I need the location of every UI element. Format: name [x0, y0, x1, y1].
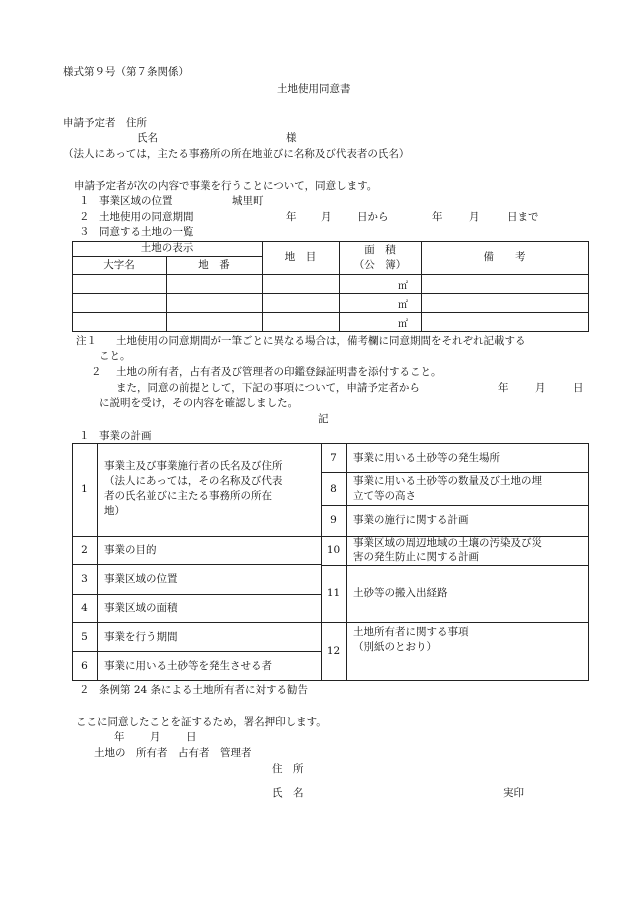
form-number: 様式第９号（第７条関係）	[63, 66, 189, 78]
ki-heading: 記	[318, 413, 329, 425]
header-area-sub: （公 簿）	[353, 259, 407, 271]
certify-statement: ここに同意したことを証するため，署名押印します。	[76, 716, 327, 728]
item-1-number: １	[79, 195, 90, 207]
plan-row-4-text: 事業区域の面積	[104, 602, 178, 614]
plan-row-3-number: 3	[81, 573, 88, 585]
item-1-label: 事業区域の位置	[99, 195, 173, 207]
sign-year: 年	[114, 731, 125, 743]
plan-row-1-number: 1	[81, 483, 88, 495]
plan-row-3-text: 事業区域の位置	[104, 573, 178, 585]
area-unit: ㎡	[398, 300, 408, 311]
signer-name-label: 氏 名	[272, 787, 304, 799]
period-start-day: 日から	[357, 211, 389, 223]
header-aza: 大字名	[103, 259, 135, 271]
period-end-year: 年	[432, 211, 443, 223]
note-1-line-1: 土地使用の同意期間が一筆ごとに異なる場合は，備考欄に同意期間をそれぞれ記載する	[116, 335, 526, 347]
header-chimoku: 地 目	[284, 251, 317, 263]
plan-row-1-line-4: 地）	[104, 505, 125, 517]
period-start-month: 月	[321, 211, 332, 223]
plan-row-8-number: 8	[330, 483, 337, 495]
period-end-day: 日まで	[507, 211, 539, 223]
header-land-display: 土地の表示	[140, 242, 194, 254]
plan-row-10-line-2: 害の発生防止に関する計画	[353, 551, 479, 563]
plan-row-2-number: 2	[81, 544, 88, 556]
plan-row-1-line-3: 者の氏名並びに主たる事務所の所在	[104, 490, 272, 502]
header-remarks: 備 考	[483, 251, 526, 263]
document-title: 土地使用同意書	[277, 83, 351, 95]
plan-heading-number: １	[79, 430, 90, 442]
consent-intro: 申請予定者が次の内容で事業を行うことについて，同意します。	[74, 180, 378, 192]
note-2-text: 土地の所有者，占有者及び管理者の印鑑登録証明書を添付すること。	[116, 366, 442, 378]
seal-label: 実印	[503, 787, 524, 799]
plan-row-1-line-1: 事業主及び事業施行者の氏名及び住所	[104, 460, 283, 472]
plan-row-1-line-2: （法人にあっては，その名称及び代表	[104, 475, 283, 487]
plan-row-6-text: 事業に用いる土砂等を発生させる者	[104, 660, 272, 672]
area-unit: ㎡	[398, 281, 408, 292]
note-1-line-2: こと。	[99, 350, 131, 362]
period-end-month: 月	[469, 211, 480, 223]
plan-row-7-number: 7	[330, 452, 337, 464]
confirm-month: 月	[535, 382, 546, 394]
note-1-label: 注１	[76, 335, 97, 347]
plan-row-8-line-2: 立て等の高さ	[353, 490, 416, 502]
confirm-day: 日	[573, 382, 584, 394]
plan-row-10-line-1: 事業区域の周辺地域の土壌の汚染及び災	[353, 537, 542, 549]
plan-row-7-text: 事業に用いる土砂等の発生場所	[353, 452, 500, 464]
plan-heading: 事業の計画	[99, 430, 152, 442]
plan-row-4-number: 4	[81, 602, 88, 614]
confirm-year: 年	[498, 382, 509, 394]
advice-number: ２	[79, 684, 90, 696]
plan-row-8-line-1: 事業に用いる土砂等の数量及び土地の埋	[353, 475, 542, 487]
plan-row-2-text: 事業の目的	[104, 544, 157, 556]
plan-row-5-text: 事業を行う期間	[104, 631, 178, 643]
plan-row-5-number: 5	[81, 631, 88, 643]
advice-text: 条例第 24 条による土地所有者に対する勧告	[99, 684, 309, 696]
plan-row-11-number: 11	[326, 587, 341, 599]
plan-row-9-number: 9	[330, 514, 337, 526]
plan-row-11-text: 土砂等の搬入出経路	[353, 587, 448, 599]
confirm-line-2: に説明を受け，その内容を確認しました。	[99, 397, 299, 409]
sign-day: 日	[186, 731, 197, 743]
land-roles: 土地の 所有者 占有者 管理者	[94, 747, 252, 759]
item-2-number: ２	[79, 211, 90, 223]
item-3-label: 同意する土地の一覧	[99, 226, 194, 238]
plan-row-12-line-2: （別紙のとおり）	[353, 641, 437, 653]
plan-row-6-number: 6	[81, 660, 88, 672]
applicant-honorific: 様	[286, 132, 297, 144]
applicant-name-label: 氏名	[137, 132, 158, 144]
plan-row-12-line-1: 土地所有者に関する事項	[353, 626, 469, 638]
item-3-number: ３	[79, 226, 90, 238]
plan-row-12-number: 12	[326, 645, 341, 657]
period-start-year: 年	[286, 211, 297, 223]
confirm-line-1: また，同意の前提として，下記の事項について，申請予定者から	[116, 382, 420, 394]
applicant-address-label: 申請予定者 住所	[63, 117, 147, 129]
applicant-corporation-note: （法人にあっては，主たる事務所の所在地並びに名称及び代表者の氏名）	[63, 148, 410, 160]
item-2-label: 土地使用の同意期間	[99, 211, 194, 223]
signer-address-label: 住 所	[272, 763, 304, 775]
sign-month: 月	[150, 731, 161, 743]
plan-row-9-text: 事業の施行に関する計画	[353, 514, 469, 526]
plan-row-10-number: 10	[326, 544, 341, 556]
item-1-value: 城里町	[232, 195, 264, 207]
area-unit: ㎡	[398, 319, 408, 330]
header-area: 面 積	[364, 244, 396, 256]
note-2-number: ２	[91, 366, 102, 378]
header-banchi: 地 番	[198, 259, 230, 271]
